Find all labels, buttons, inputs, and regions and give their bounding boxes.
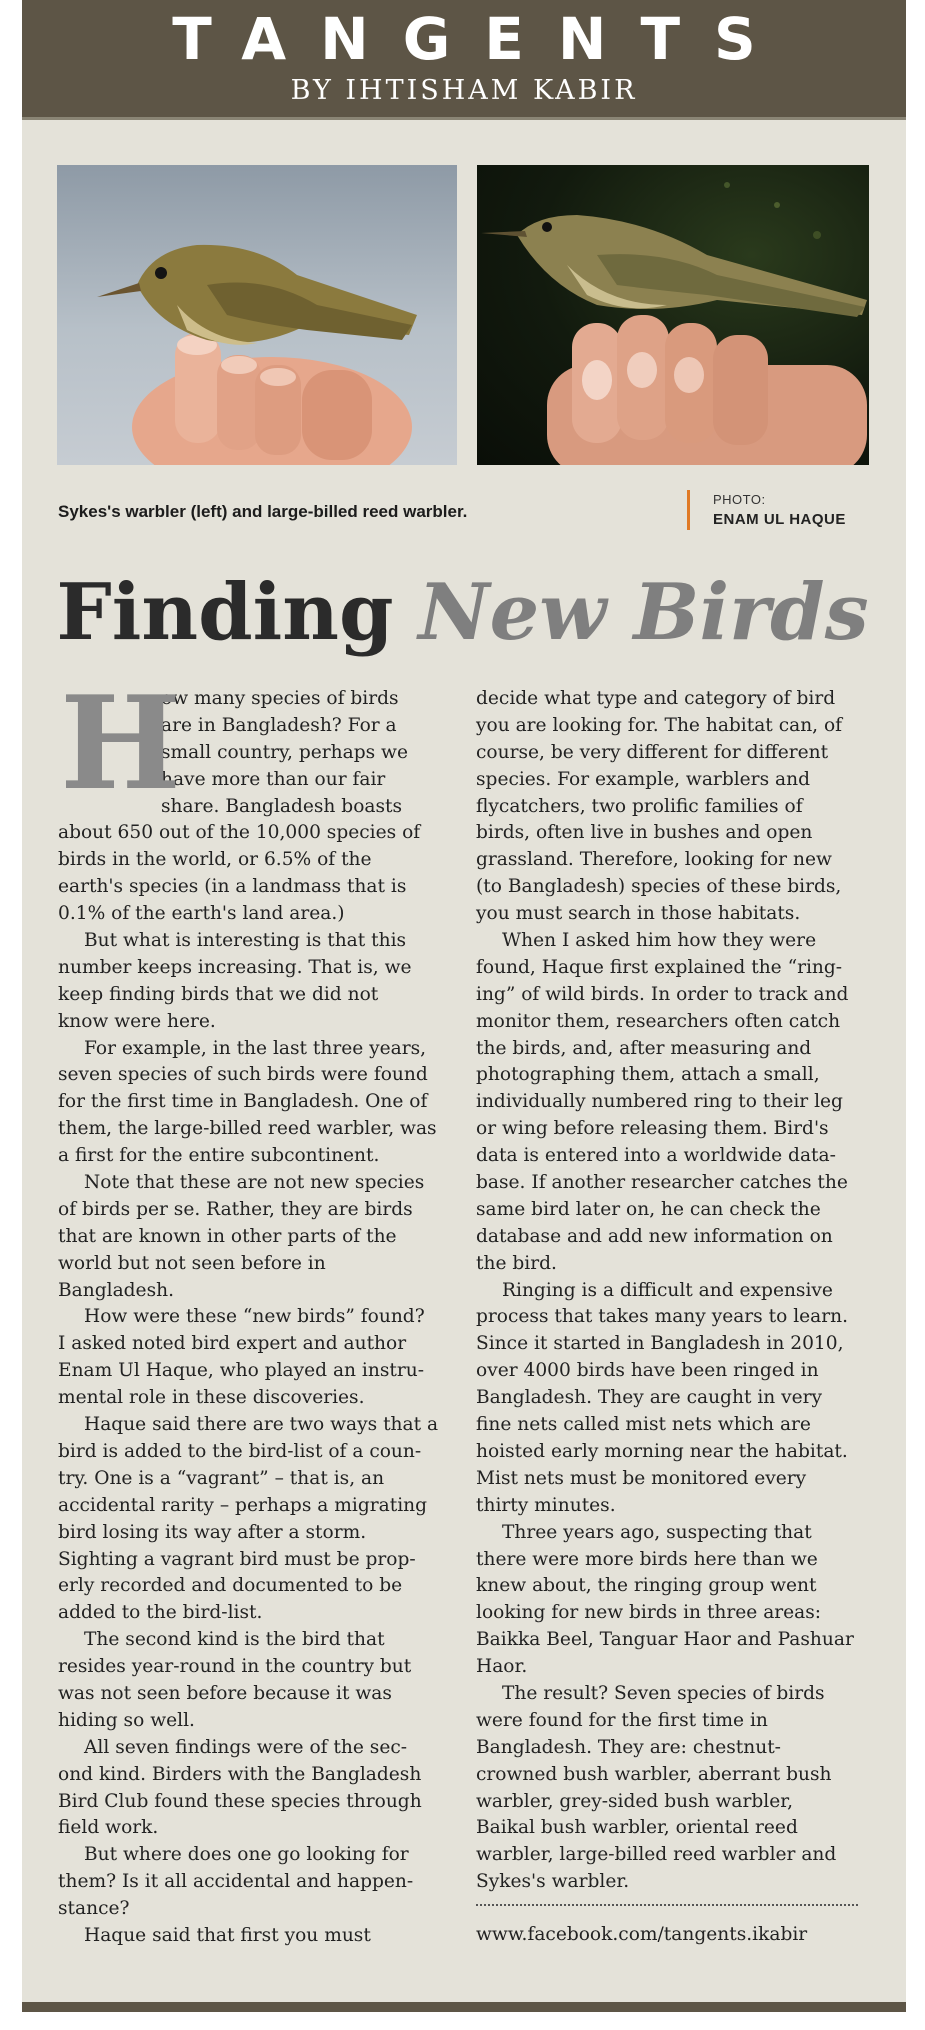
article-line: resides year-round in the country but [58,1656,412,1678]
article-line: keep finding birds that we did not [58,983,379,1005]
article-line: same bird later on, he can check the [476,1198,821,1220]
photo-credit-name: ENAM UL HAQUE [713,511,846,528]
article-line: individually numbered ring to their leg [476,1091,843,1113]
article-line: erly recorded and documented to be [58,1575,403,1597]
article-column-left [58,669,443,1950]
article-line: Bangladesh. They are: chestnut- [476,1736,781,1758]
article-line: Haque said that first you must [84,1924,371,1946]
article-line: hiding so well. [58,1709,195,1731]
article-line: I asked noted bird expert and author [58,1333,407,1355]
article-line: looking for new birds in three areas: [476,1602,822,1624]
article-line: ond kind. Birders with the Bangladesh [58,1763,422,1785]
article-line: world but not seen before in [58,1252,326,1274]
article-line: added to the bird-list. [58,1602,263,1624]
article-line: accidental rarity – perhaps a migrating [58,1494,428,1516]
article-line: When I asked him how they were [502,930,817,952]
article-line: Bird Club found these species through [58,1790,422,1812]
top-divider [22,117,906,120]
article-line: for the first time in Bangladesh. One of [58,1091,428,1113]
article-line: base. If another researcher catches the [476,1172,848,1194]
article-line: are in Bangladesh? For a [161,714,397,736]
headline-part-1: Finding [56,567,394,658]
article-line: decide what type and category of bird [476,688,836,709]
article-line: birds in the world, or 6.5% of the [58,849,372,871]
article-line: monitor them, researchers often catch [476,1010,841,1032]
article-line: fine nets called mist nets which are [476,1414,811,1436]
article-line: Baikal bush warbler, oriental reed [476,1817,798,1839]
article-line: you must search in those habitats. [476,903,801,925]
column-byline: BY IHTISHAM KABIR [290,75,638,106]
article-line: was not seen before because it was [58,1682,392,1704]
article-line: warbler, large-billed reed warbler and [476,1844,837,1866]
article-line: mental role in these discoveries. [58,1387,365,1409]
article-headline [0,565,925,661]
article-line: of birds per se. Rather, they are birds [58,1198,413,1220]
article-line: Note that these are not new species [84,1172,425,1194]
article-line: birds, often live in bushes and open [476,822,813,844]
article-line: share. Bangladesh boasts [161,795,403,817]
article-line: hoisted early morning near the habitat. [476,1440,848,1462]
column-title: TANGENTS [172,5,790,73]
article-line: about 650 out of the 10,000 species of [58,822,421,844]
article-line: ow many species of birds [161,688,399,709]
article-line: small country, perhaps we [161,741,408,763]
article-line: Haque said there are two ways that a [84,1414,439,1436]
article-line: bird losing its way after a storm. [58,1521,367,1543]
article-line: For example, in the last three years, [84,1037,427,1059]
article-line: the bird. [476,1252,557,1274]
article-line: try. One is a “vagrant” – that is, an [58,1467,385,1489]
article-line: The second kind is the bird that [84,1629,385,1651]
article-line: Bangladesh. [58,1279,174,1301]
article-line: Sykes's warbler. [476,1871,630,1893]
photo-credit-label: PHOTO: [713,492,766,507]
article-line: Bangladesh. They are caught in very [476,1387,823,1409]
article-line: earth's species (in a landmass that is [58,876,407,898]
article-line: Sighting a vagrant bird must be prop- [58,1548,416,1570]
article-line: have more than our fair [161,768,386,790]
article-line: there were more birds here than we [476,1548,818,1570]
column-banner [22,0,906,117]
article-line: bird is added to the bird-list of a coun- [58,1440,422,1462]
article-line: stance? [58,1898,130,1920]
article-line: thirty minutes. [476,1494,616,1516]
article-line: them? Is it all accidental and happen- [58,1871,414,1893]
photo-large-billed-reed-warbler [477,165,869,465]
article-line: The result? Seven species of birds [502,1682,825,1704]
bottom-divider [22,2002,906,2012]
article-line: over 4000 birds have been ringed in [476,1360,819,1382]
article-line: Haor. [476,1656,528,1678]
article-line: know were here. [58,1010,216,1032]
article-line: Enam Ul Haque, who played an instru- [58,1360,425,1382]
article-line: ing” of wild birds. In order to track and [476,983,849,1005]
author-facebook-link[interactable]: www.facebook.com/tangents.ikabir [476,1924,808,1946]
article-line: Ringing is a difficult and expensive [502,1279,833,1301]
article-line: or wing before releasing them. Bird's [476,1118,829,1140]
article-line: were found for the first time in [476,1709,768,1731]
article-line: knew about, the ringing group went [476,1575,817,1597]
article-line: Mist nets must be monitored every [476,1467,807,1489]
article-line: you are looking for. The habitat can, of [476,714,843,736]
article-line: Since it started in Bangladesh in 2010, [476,1333,844,1355]
article-line: field work. [58,1817,159,1839]
article-line: course, be very different for different [476,741,829,763]
article-line: But where does one go looking for [84,1844,409,1866]
article-line: grassland. Therefore, looking for new [476,849,832,871]
article-line: Three years ago, suspecting that [502,1521,812,1543]
article-line: the birds, and, after measuring and [476,1037,812,1059]
article-column-right [476,686,861,1949]
photo-sykes-warbler [57,165,457,465]
article-line: How were these “new birds” found? [84,1306,425,1328]
article-line: them, the large-billed reed warbler, was [58,1118,437,1140]
article-line: crowned bush warbler, aberrant bush [476,1763,832,1785]
article-line: a first for the entire subcontinent. [58,1145,380,1167]
article-line: found, Haque first explained the “ring- [476,956,843,978]
drop-cap: H [60,669,181,819]
article-line: 0.1% of the earth's land area.) [58,903,345,925]
article-line: photographing them, attach a small, [476,1064,820,1086]
article-line: Baikka Beel, Tanguar Haor and Pashuar [476,1629,854,1651]
article-line: that are known in other parts of the [58,1225,397,1247]
article-line: warbler, grey-sided bush warbler, [476,1790,794,1812]
dotted-separator [476,1904,858,1920]
article-line: All seven findings were of the sec- [84,1736,408,1758]
article-line: But what is interesting is that this [84,930,407,952]
article-line: seven species of such birds were found [58,1064,428,1086]
article-line: flycatchers, two prolific families of [476,795,803,817]
article-line: number keeps increasing. That is, we [58,956,412,978]
article-line: (to Bangladesh) species of these birds, [476,876,842,898]
article-line: process that takes many years to learn. [476,1306,849,1328]
article-line: data is entered into a worldwide data- [476,1145,836,1167]
photo-caption: Sykes's warbler (left) and large-billed reed warbler. [58,502,468,521]
article-line: species. For example, warblers and [476,768,810,790]
headline-part-2: New Birds [418,567,869,658]
photo-credit-accent [687,490,690,530]
article-line: database and add new information on [476,1225,833,1247]
